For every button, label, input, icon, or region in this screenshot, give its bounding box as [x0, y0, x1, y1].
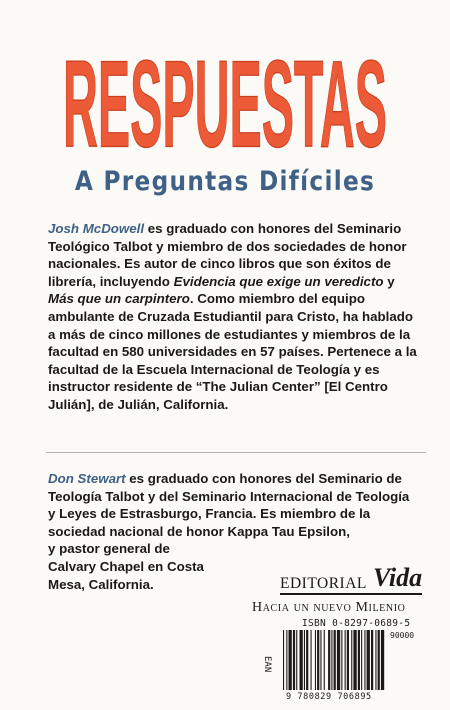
- bio-text-part-3: . Como miembro del equipo ambulante de Cruzada Estudiantil para Cristo, ha hablado a más de cinco millones de estudiantes y miembros de la facultad en 580 universidades en 57 países. Pertenece a la facultad de la Escuela Internacional de Teología y es instructor residente de “The Julian Center” [El Centro Julián], de Julián, California.: [48, 291, 417, 412]
- barcode-bar: [315, 630, 316, 690]
- barcode-bar: [371, 630, 373, 690]
- barcode-bar: [358, 630, 360, 690]
- barcode-bar: [289, 630, 292, 690]
- bio-stewart-text: es graduado con honores del Seminario de Teología Talbot y del Seminario Internacional de Teología y Leyes de Estrasburgo, Francia. Es miembro de la sociedad nacional de honor Kappa Tau Epsilon,: [48, 471, 410, 539]
- barcode-bar: [293, 630, 295, 690]
- publisher-logo-rule: [280, 593, 422, 595]
- book-title-evidencia: Evidencia que exige un veredicto: [173, 273, 384, 289]
- barcode-bar: [341, 630, 342, 690]
- barcode-bars: [282, 630, 426, 692]
- book-title-carpintero: Más que un carpintero: [48, 291, 190, 307]
- bio-text-part-2: y: [383, 273, 395, 289]
- barcode-bar: [345, 630, 346, 690]
- barcode-bar: [364, 630, 365, 690]
- barcode-bar: [367, 630, 370, 690]
- bio-stewart-line-4: Mesa, California.: [48, 576, 154, 592]
- publisher-tagline-text: Hacia un nuevo Milenio: [252, 600, 406, 615]
- ean-label: EAN: [262, 656, 272, 673]
- barcode-bar: [296, 630, 297, 690]
- bio-stewart-line-2: y pastor general de: [48, 541, 170, 557]
- publisher-vida-wordmark: Vida: [373, 563, 423, 592]
- barcode-bar: [361, 630, 362, 690]
- barcode-bar: [381, 630, 384, 690]
- barcode-bar: [347, 630, 349, 690]
- publisher-logo: [280, 563, 430, 597]
- publisher-editorial-text: EDITORIAL: [280, 575, 367, 592]
- author-name-stewart: Don Stewart: [48, 471, 126, 486]
- bio-stewart-line-3: Calvary Chapel en Costa: [48, 558, 204, 574]
- barcode-bar: [286, 630, 287, 690]
- cover-title-text: RESPUESTAS: [63, 33, 388, 160]
- bio-text-part-1: es graduado con honores del Seminario Teológico Talbot y miembro de dos sociedades de honor nacionales. Es autor de cinco libros que son éxitos de librería, incluyendo: [48, 221, 407, 289]
- barcode-bar: [306, 630, 308, 690]
- isbn-text: ISBN 0-8297-0689-5: [302, 618, 411, 629]
- barcode-bar: [304, 630, 305, 690]
- barcode-number: 9 780829 706895: [286, 692, 372, 702]
- barcode-bar: [337, 630, 340, 690]
- barcode-bar: [378, 630, 380, 690]
- barcode-block: [262, 618, 428, 708]
- barcode-bar: [300, 630, 303, 690]
- bio-josh-mcdowell: [48, 220, 420, 414]
- section-divider: [46, 452, 426, 453]
- barcode-bar: [283, 630, 284, 690]
- barcode-bar: [324, 630, 325, 690]
- author-name-mcdowell: Josh McDowell: [48, 221, 145, 236]
- barcode-bar: [331, 630, 332, 690]
- barcode-bar: [334, 630, 336, 690]
- price-code: 90000: [390, 631, 415, 640]
- barcode-bar: [320, 630, 321, 690]
- barcode-bar: [328, 630, 330, 690]
- barcode-bar: [317, 630, 319, 690]
- barcode-bar: [351, 630, 352, 690]
- barcode-bar: [375, 630, 376, 690]
- barcode-bar: [353, 630, 356, 690]
- cover-subtitle: A Preguntas Difíciles: [74, 166, 376, 197]
- publisher-tagline: [252, 600, 432, 616]
- cover-title: [60, 18, 390, 160]
- barcode-bar: [311, 630, 312, 690]
